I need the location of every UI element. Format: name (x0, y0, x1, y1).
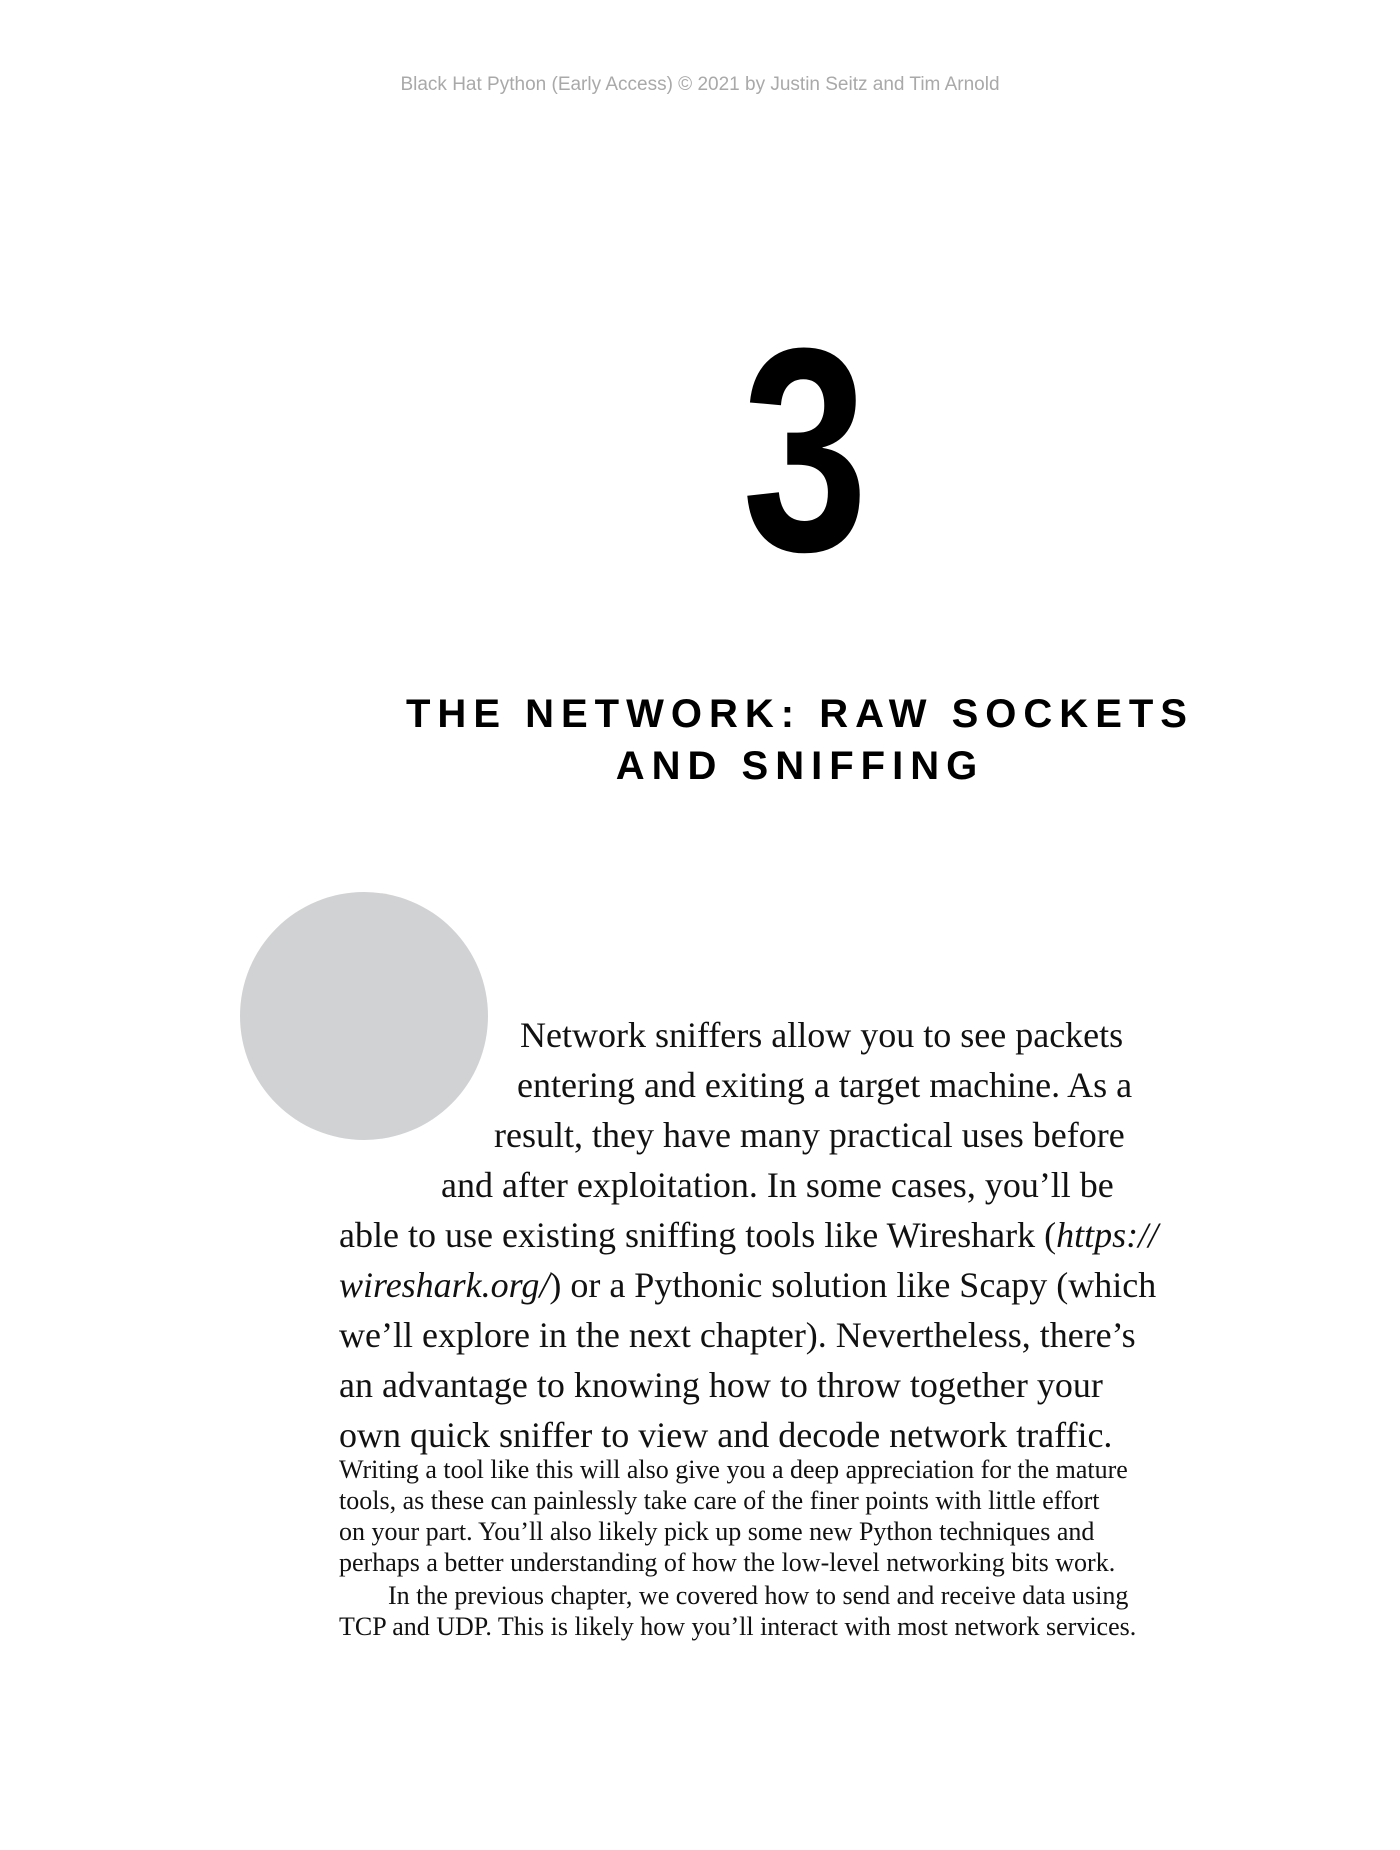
lead-line: entering and exiting a target machine. As a (517, 1065, 1133, 1105)
lead-line: own quick sniffer to view and decode network traffic. (339, 1415, 1113, 1455)
drop-cap-circle (240, 892, 488, 1140)
lead-line (339, 1260, 1156, 1310)
running-head: Black Hat Python (Early Access) © 2021 by Justin Seitz and Tim Arnold (400, 74, 1000, 95)
body-line: Writing a tool like this will also give you a deep appreciation for the mature (339, 1455, 1128, 1484)
chapter-title-line: THE NETWORK: RAW SOCKETS (406, 692, 1194, 736)
wireshark-link[interactable]: wireshark.org/ (339, 1265, 550, 1305)
body-line: tools, as these can painlessly take care of the finer points with little effort (339, 1486, 1100, 1515)
wireshark-link[interactable]: https:// (1056, 1215, 1159, 1255)
lead-line: and after exploitation. In some cases, you’ll be (441, 1165, 1114, 1205)
body-line: on your part. You’ll also likely pick up some new Python techniques and (339, 1517, 1095, 1546)
lead-line: we’ll explore in the next chapter). Nevertheless, there’s (339, 1315, 1136, 1355)
chapter-number: 3 (742, 288, 868, 612)
lead-line: Network sniffers allow you to see packets (520, 1015, 1124, 1055)
body-line: TCP and UDP. This is likely how you’ll interact with most network services. (339, 1612, 1137, 1641)
lead-text: ) or a Pythonic solution like Scapy (which (549, 1265, 1157, 1305)
body-line: In the previous chapter, we covered how to send and receive data using (388, 1581, 1129, 1610)
lead-line: result, they have many practical uses before (494, 1115, 1125, 1155)
chapter-title (330, 688, 1270, 792)
lead-line: an advantage to knowing how to throw together your (339, 1365, 1103, 1405)
body-line: perhaps a better understanding of how the low-level networking bits work. (339, 1548, 1116, 1577)
lead-line (339, 1210, 1158, 1260)
lead-text: able to use existing sniffing tools like Wireshark ( (339, 1215, 1057, 1255)
chapter-title-line: AND SNIFFING (615, 744, 985, 788)
